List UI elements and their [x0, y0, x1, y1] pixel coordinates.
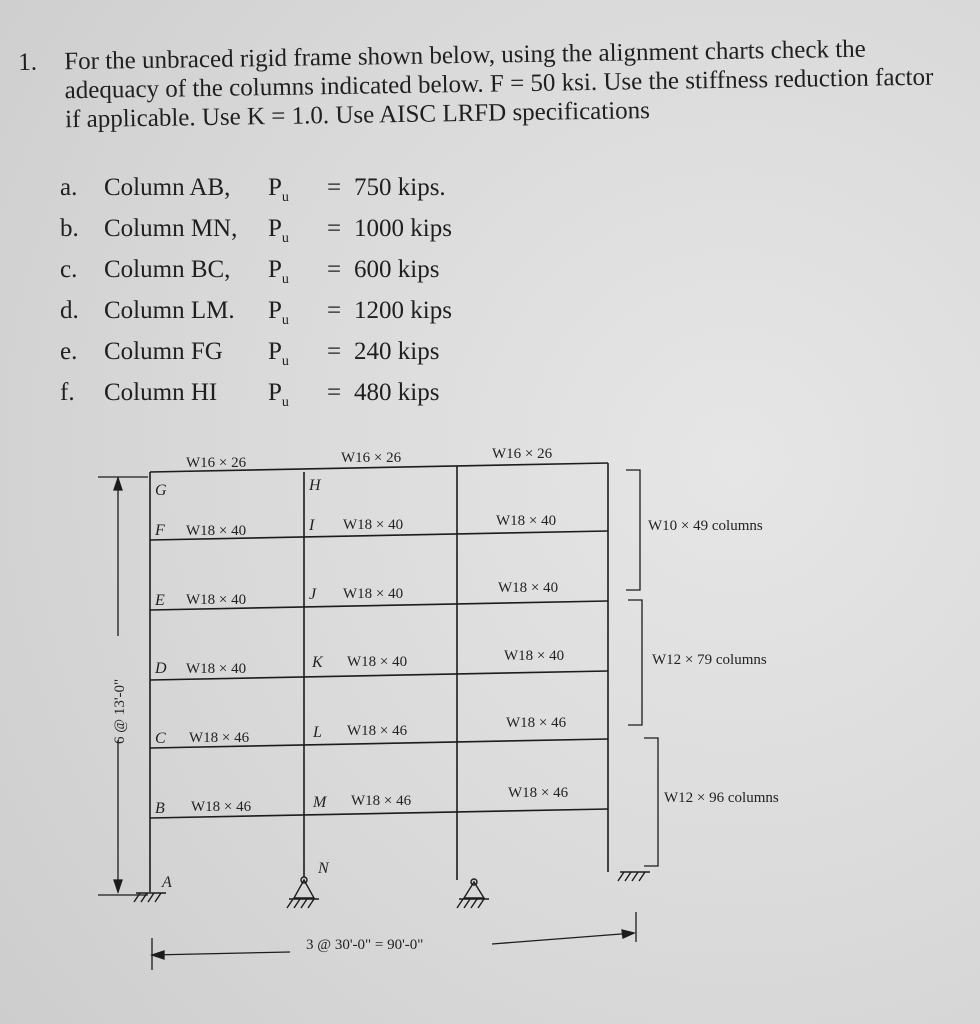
beam-label-c-left: W18 × 46: [189, 730, 250, 746]
p-symbol: P: [268, 297, 282, 324]
item-equals: =: [326, 215, 342, 242]
bracket-lower: [644, 738, 658, 866]
pin-support-mid1: [287, 877, 319, 908]
item-value: 1200 kips: [354, 297, 452, 324]
item-column: Column MN,: [104, 215, 238, 242]
problem-number: 1.: [18, 48, 38, 76]
beam-label-d-right: W18 × 40: [504, 648, 565, 664]
item-value: 600 kips: [354, 256, 440, 283]
beam-label-c-mid: W18 × 46: [347, 723, 408, 739]
item-column: Column FG: [104, 338, 223, 365]
beam-label-e-right: W18 × 40: [498, 580, 559, 596]
node-label-m: M: [313, 794, 327, 811]
item-equals: =: [326, 256, 342, 283]
item-letter: a.: [60, 174, 78, 201]
fixed-support-right: [618, 872, 650, 881]
bracket-upper: [626, 470, 640, 590]
node-label-a: A: [162, 874, 172, 891]
item-equals: =: [326, 297, 342, 324]
node-label-k: K: [312, 654, 323, 671]
item-value: 480 kips: [354, 379, 440, 406]
width-dim-line-right: [492, 933, 634, 944]
p-subscript: u: [281, 272, 289, 287]
beam-label-b-left: W18 × 46: [191, 799, 252, 815]
node-label-f: F: [155, 522, 165, 539]
p-subscript: u: [281, 395, 289, 410]
beam-label-e-mid: W18 × 40: [343, 586, 404, 602]
height-arrow-bottom: [114, 880, 122, 892]
item-column: Column HI: [104, 379, 218, 406]
width-dim-line-left: [152, 952, 290, 955]
item-letter: e.: [60, 338, 78, 365]
roof-beam-label-right: W16 × 26: [492, 446, 553, 462]
beam-label-c-right: W18 × 46: [506, 715, 567, 731]
item-letter: b.: [60, 215, 79, 242]
beam-label-d-mid: W18 × 40: [347, 654, 408, 670]
roof-beam-label-middle: W16 × 26: [341, 450, 402, 466]
item-column: Column BC,: [104, 256, 231, 283]
beam-label-f-right: W18 × 40: [496, 513, 557, 529]
height-arrow-top: [114, 478, 122, 490]
item-column: Column AB,: [104, 174, 231, 201]
beam-label-b-right: W18 × 46: [508, 785, 569, 801]
p-subscript: u: [281, 231, 289, 246]
item-equals: =: [326, 338, 342, 365]
item-letter: d.: [60, 297, 79, 324]
item-value: 240 kips: [354, 338, 440, 365]
node-label-e: E: [155, 592, 165, 609]
item-column: Column LM.: [104, 297, 235, 324]
p-subscript: u: [281, 190, 289, 205]
width-arrow-left: [152, 951, 164, 959]
beam-label-f-mid: W18 × 40: [343, 517, 404, 533]
bracket-middle: [628, 600, 642, 725]
node-label-c: C: [155, 730, 166, 747]
column-group-label-lower: W12 × 96 columns: [664, 790, 779, 806]
width-dimension-label: 3 @ 30'-0" = 90'-0": [306, 937, 424, 953]
node-label-l: L: [313, 724, 322, 741]
item-letter: f.: [60, 379, 75, 406]
problem-text: For the unbraced rigid frame shown below, using the alignment charts check the adequacy of the columns indicated below. F = 50 ksi. Use the stiffness reduction factor if applicable. Use K = 1.0. Use AISC LRFD specifications: [64, 35, 934, 134]
item-value: 1000 kips: [354, 215, 452, 242]
node-label-g: G: [155, 482, 167, 499]
column-group-label-upper: W10 × 49 columns: [648, 518, 763, 534]
pin-support-mid2: [457, 879, 489, 908]
beam-label-f-left: W18 × 40: [186, 523, 247, 539]
width-arrow-right: [622, 930, 634, 938]
beam-label-e-left: W18 × 40: [186, 592, 247, 608]
beam-label-d-left: W18 × 40: [186, 661, 247, 677]
p-subscript: u: [281, 354, 289, 369]
p-symbol: P: [268, 379, 282, 406]
node-label-d: D: [155, 660, 167, 677]
item-equals: =: [326, 379, 342, 406]
item-value: 750 kips.: [354, 174, 446, 201]
column-group-label-middle: W12 × 79 columns: [652, 652, 767, 668]
item-equals: =: [326, 174, 342, 201]
node-label-b: B: [155, 800, 165, 817]
roof-beam-label-left: W16 × 26: [186, 455, 247, 471]
p-symbol: P: [268, 174, 282, 201]
height-dimension-label: 6 @ 13'-0": [112, 678, 128, 744]
supports: [134, 872, 650, 908]
p-subscript: u: [281, 313, 289, 328]
item-letter: c.: [60, 256, 78, 283]
node-label-n: N: [318, 860, 329, 877]
beam-label-b-mid: W18 × 46: [351, 793, 412, 809]
node-label-j: J: [309, 586, 317, 603]
node-label-i: I: [309, 517, 315, 534]
node-label-h: H: [309, 477, 321, 494]
p-symbol: P: [268, 215, 282, 242]
p-symbol: P: [268, 338, 282, 365]
p-symbol: P: [268, 256, 282, 283]
